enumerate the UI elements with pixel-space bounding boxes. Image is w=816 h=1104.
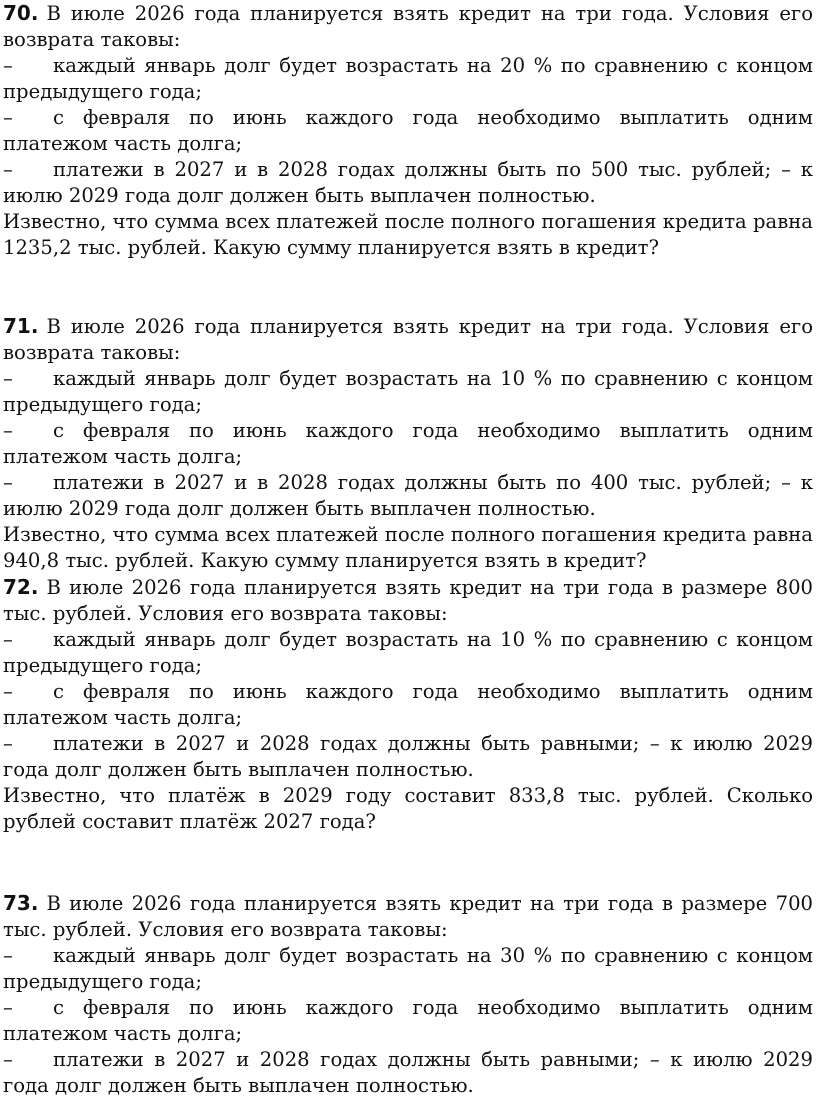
problem-73	[3, 890, 813, 1099]
problem-intro	[3, 890, 813, 943]
condition-item	[3, 731, 813, 783]
condition-text: каждый январь долг будет возрастать на 20 % по сравнению с концом предыдущего года;	[3, 54, 813, 103]
condition-text: платежи в 2027 и 2028 годах должны быть равными; – к июлю 2029 года долг должен быть выплачен полностью.	[3, 732, 813, 781]
condition-text: каждый январь долг будет возрастать на 10 % по сравнению с концом предыдущего года;	[3, 628, 813, 677]
dash-bullet: –	[3, 628, 13, 651]
problem-intro	[3, 574, 813, 627]
condition-text: платежи в 2027 и в 2028 годах должны быть по 500 тыс. рублей; – к июлю 2029 года долг должен быть выплачен полностью.	[3, 158, 813, 207]
condition-text: каждый январь долг будет возрастать на 30 % по сравнению с концом предыдущего года;	[3, 944, 813, 993]
document-page	[3, 0, 813, 1099]
dash-bullet: –	[3, 944, 13, 967]
spacer	[3, 261, 813, 313]
problem-intro-text: В июле 2026 года планируется взять кредит на три года. Условия его возврата таковы:	[3, 2, 813, 51]
condition-item	[3, 53, 813, 105]
dash-bullet: –	[3, 158, 13, 181]
dash-bullet: –	[3, 471, 13, 494]
condition-item	[3, 943, 813, 995]
dash-bullet: –	[3, 367, 13, 390]
condition-item	[3, 627, 813, 679]
condition-text: с февраля по июнь каждого года необходимо выплатить одним платежом часть долга;	[3, 419, 813, 468]
problem-number: 71.	[3, 314, 39, 338]
problem-number: 72.	[3, 575, 39, 599]
condition-text: с февраля по июнь каждого года необходимо выплатить одним платежом часть долга;	[3, 680, 813, 729]
condition-item	[3, 157, 813, 209]
condition-text: платежи в 2027 и 2028 годах должны быть равными; – к июлю 2029 года долг должен быть выплачен полностью.	[3, 1048, 813, 1097]
problem-number: 70.	[3, 1, 39, 25]
condition-item	[3, 366, 813, 418]
condition-item	[3, 995, 813, 1047]
dash-bullet: –	[3, 1048, 13, 1071]
dash-bullet: –	[3, 419, 13, 442]
condition-item	[3, 470, 813, 522]
problem-question: Известно, что сумма всех платежей после полного погашения кредита равна 940,8 тыс. рублей. Какую сумму планируется взять в кредит?	[3, 523, 813, 572]
condition-item	[3, 1047, 813, 1099]
problem-intro-text: В июле 2026 года планируется взять кредит на три года в размере 700 тыс. рублей. Условия его возврата таковы:	[3, 892, 813, 941]
dash-bullet: –	[3, 54, 13, 77]
condition-text: каждый январь долг будет возрастать на 10 % по сравнению с концом предыдущего года;	[3, 367, 813, 416]
problem-intro-text: В июле 2026 года планируется взять кредит на три года в размере 800 тыс. рублей. Условия его возврата таковы:	[3, 576, 813, 625]
condition-text: с февраля по июнь каждого года необходимо выплатить одним платежом часть долга;	[3, 996, 813, 1045]
condition-text: с февраля по июнь каждого года необходимо выплатить одним платежом часть долга;	[3, 106, 813, 155]
problem-70	[3, 0, 813, 261]
problem-number: 73.	[3, 891, 39, 915]
problem-intro	[3, 0, 813, 53]
problem-72	[3, 574, 813, 835]
problem-question: Известно, что платёж в 2029 году составит 833,8 тыс. рублей. Сколько рублей составит платёж 2027 года?	[3, 784, 813, 833]
condition-text: платежи в 2027 и в 2028 годах должны быть по 400 тыс. рублей; – к июлю 2029 года долг должен быть выплачен полностью.	[3, 471, 813, 520]
dash-bullet: –	[3, 106, 13, 129]
dash-bullet: –	[3, 680, 13, 703]
problem-71	[3, 313, 813, 574]
problem-question: Известно, что сумма всех платежей после полного погашения кредита равна 1235,2 тыс. рублей. Какую сумму планируется взять в кредит?	[3, 210, 813, 259]
spacer	[3, 835, 813, 890]
condition-item	[3, 679, 813, 731]
problem-intro	[3, 313, 813, 366]
dash-bullet: –	[3, 996, 13, 1019]
condition-item	[3, 105, 813, 157]
dash-bullet: –	[3, 732, 13, 755]
condition-item	[3, 418, 813, 470]
problem-intro-text: В июле 2026 года планируется взять кредит на три года. Условия его возврата таковы:	[3, 315, 813, 364]
